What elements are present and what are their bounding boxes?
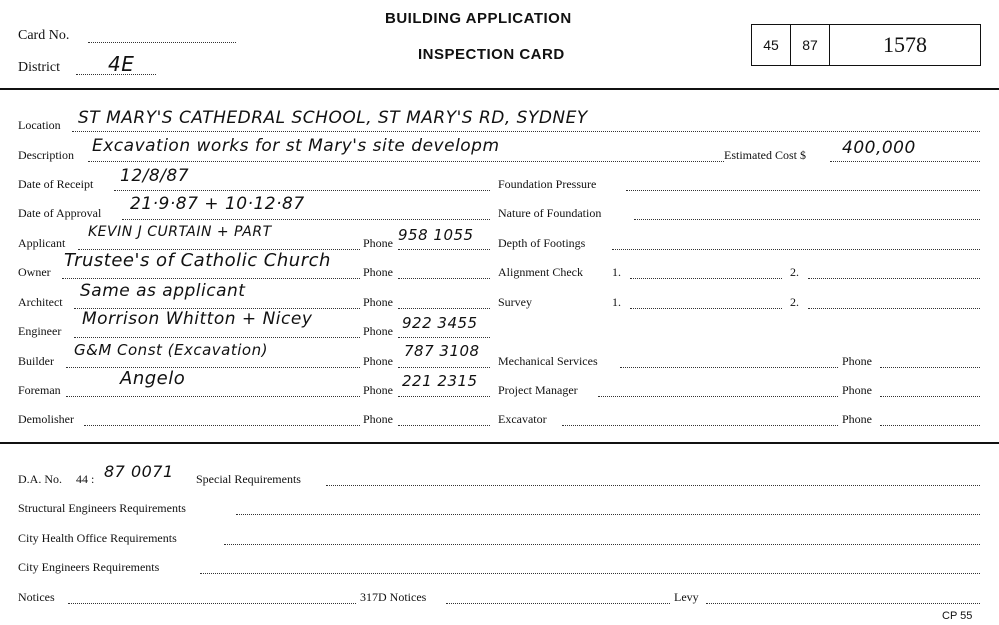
- description-label: Description: [18, 148, 74, 162]
- notices-label: Notices: [18, 590, 55, 604]
- ref-box-b: 87: [791, 25, 830, 65]
- title-line2: INSPECTION CARD: [418, 46, 565, 63]
- health-label: City Health Office Requirements: [18, 531, 177, 545]
- project-manager-phone-label: Phone: [842, 383, 872, 397]
- survey-label: Survey: [498, 295, 532, 309]
- form-code: CP 55: [942, 610, 973, 622]
- project-manager-label: Project Manager: [498, 383, 578, 397]
- estimated-cost-line: [830, 161, 980, 162]
- alignment-check-label: Alignment Check: [498, 265, 583, 279]
- top-rule: [0, 88, 999, 90]
- notices-317d-label: 317D Notices: [360, 590, 427, 604]
- levy-line: [706, 603, 980, 604]
- applicant-phone-line: [398, 249, 490, 250]
- demolisher-line: [84, 425, 360, 426]
- date-approval-value: 21·9·87 + 10·12·87: [130, 194, 305, 214]
- owner-phone-label: Phone: [363, 265, 393, 279]
- engineer-line: [74, 337, 360, 338]
- nature-foundation-label: Nature of Foundation: [498, 206, 602, 220]
- alignment-line-2: [808, 278, 980, 279]
- excavator-phone-line: [880, 425, 980, 426]
- engineers-req-line: [200, 573, 980, 574]
- district-value: 4E: [108, 52, 135, 76]
- health-line: [224, 544, 980, 545]
- foreman-value: Angelo: [120, 368, 186, 389]
- estimated-cost-value: 400,000: [842, 138, 916, 158]
- date-receipt-label: Date of Receipt: [18, 177, 94, 191]
- date-receipt-value: 12/8/87: [120, 166, 190, 186]
- structural-label: Structural Engineers Requirements: [18, 501, 186, 515]
- survey-num-2: 2.: [790, 295, 799, 309]
- da-label: D.A. No.: [18, 472, 62, 486]
- alignment-num-1: 1.: [612, 265, 621, 279]
- demolisher-phone-line: [398, 425, 490, 426]
- excavator-phone-label: Phone: [842, 412, 872, 426]
- depth-footings-line: [612, 249, 980, 250]
- location-value: ST MARY'S CATHEDRAL SCHOOL, ST MARY'S RD, SYDNEY: [78, 108, 588, 128]
- depth-footings-label: Depth of Footings: [498, 236, 586, 250]
- ref-box-a: 45: [752, 25, 791, 65]
- mechanical-phone-line: [880, 367, 980, 368]
- description-line: [88, 161, 724, 162]
- builder-phone-label: Phone: [363, 354, 393, 368]
- engineers-req-label: City Engineers Requirements: [18, 560, 160, 574]
- builder-phone-line: [398, 367, 490, 368]
- foundation-pressure-label: Foundation Pressure: [498, 177, 597, 191]
- builder-phone-value: 787 3108: [404, 342, 480, 360]
- date-approval-label: Date of Approval: [18, 206, 102, 220]
- middle-rule: [0, 442, 999, 444]
- engineer-phone-label: Phone: [363, 324, 393, 338]
- location-line: [72, 131, 980, 132]
- excavator-label: Excavator: [498, 412, 547, 426]
- district-label: District: [18, 60, 60, 75]
- alignment-num-2: 2.: [790, 265, 799, 279]
- applicant-value: KEVIN J CURTAIN + PART: [88, 224, 272, 240]
- special-req-label: Special Requirements: [196, 472, 301, 486]
- architect-phone-label: Phone: [363, 295, 393, 309]
- builder-label: Builder: [18, 354, 54, 368]
- foreman-phone-value: 221 2315: [402, 372, 478, 390]
- levy-label: Levy: [674, 590, 699, 604]
- mechanical-phone-label: Phone: [842, 354, 872, 368]
- structural-line: [236, 514, 980, 515]
- applicant-label: Applicant: [18, 236, 66, 250]
- foreman-label: Foreman: [18, 383, 61, 397]
- engineer-label: Engineer: [18, 324, 62, 338]
- owner-value: Trustee's of Catholic Church: [64, 250, 331, 271]
- special-req-line: [326, 485, 980, 486]
- foreman-line: [66, 396, 360, 397]
- excavator-line: [562, 425, 838, 426]
- notices-317d-line: [446, 603, 670, 604]
- mechanical-label: Mechanical Services: [498, 354, 598, 368]
- reference-box: [751, 24, 981, 66]
- card-no-field: [88, 42, 236, 43]
- builder-value: G&M Const (Excavation): [74, 341, 268, 359]
- engineer-value: Morrison Whitton + Nicey: [82, 309, 313, 329]
- notices-line: [68, 603, 356, 604]
- architect-phone-line: [398, 308, 490, 309]
- foreman-phone-line: [398, 396, 490, 397]
- architect-label: Architect: [18, 295, 63, 309]
- alignment-line-1: [630, 278, 782, 279]
- architect-value: Same as applicant: [80, 281, 246, 301]
- da-value: 87 0071: [104, 462, 174, 481]
- date-approval-line: [122, 219, 490, 220]
- ref-box-number: 1578: [883, 32, 927, 57]
- demolisher-label: Demolisher: [18, 412, 74, 426]
- engineer-phone-line: [398, 337, 490, 338]
- owner-line: [62, 278, 360, 279]
- date-receipt-line: [114, 190, 490, 191]
- card-no-label: Card No.: [18, 28, 70, 43]
- survey-line-1: [630, 308, 782, 309]
- nature-foundation-line: [634, 219, 980, 220]
- project-manager-phone-line: [880, 396, 980, 397]
- estimated-cost-label: Estimated Cost $: [724, 148, 806, 162]
- demolisher-phone-label: Phone: [363, 412, 393, 426]
- description-value: Excavation works for st Mary's site developm: [92, 136, 500, 156]
- project-manager-line: [598, 396, 838, 397]
- applicant-phone-value: 958 1055: [398, 226, 474, 244]
- foreman-phone-label: Phone: [363, 383, 393, 397]
- mechanical-line: [620, 367, 838, 368]
- owner-phone-line: [398, 278, 490, 279]
- foundation-pressure-line: [626, 190, 980, 191]
- survey-num-1: 1.: [612, 295, 621, 309]
- survey-line-2: [808, 308, 980, 309]
- location-label: Location: [18, 118, 61, 132]
- da-prefix: 44 :: [76, 472, 95, 486]
- engineer-phone-value: 922 3455: [402, 314, 478, 332]
- applicant-phone-label: Phone: [363, 236, 393, 250]
- builder-line: [66, 367, 360, 368]
- title-line1: BUILDING APPLICATION: [385, 10, 572, 27]
- owner-label: Owner: [18, 265, 51, 279]
